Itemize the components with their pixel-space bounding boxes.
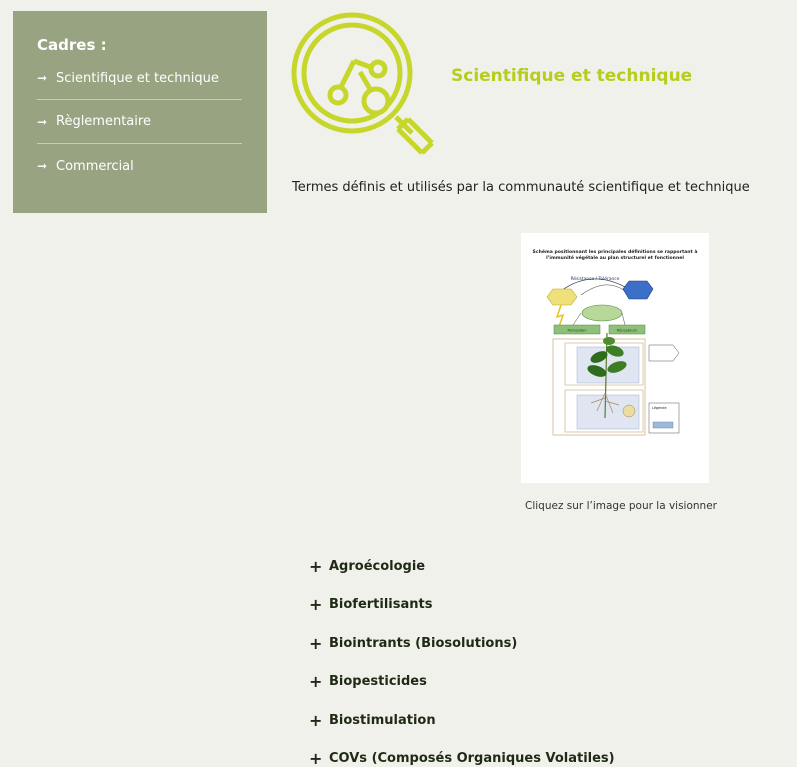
sidebar-panel: [13, 11, 267, 213]
accordion-item-agroecologie[interactable]: [309, 557, 769, 576]
diagram-recepteurs: Récepteurs: [616, 328, 638, 333]
sidebar-item-reglementaire[interactable]: [37, 100, 242, 144]
sidebar-item-commercial[interactable]: [37, 144, 242, 188]
diagram-resistance-label: Résistance / Tolérance: [570, 277, 620, 282]
accordion-label: Biopesticides: [329, 674, 427, 689]
sidebar-item-label: Scientifique et technique: [56, 71, 219, 86]
plus-icon: +: [309, 711, 323, 730]
sidebar-title: Cadres :: [37, 36, 107, 54]
page-title: Scientifique et technique: [451, 66, 693, 86]
sidebar-list: [37, 71, 242, 188]
sidebar-item-label: Règlementaire: [56, 114, 151, 129]
immunity-diagram-image: [521, 233, 709, 483]
plus-icon: +: [309, 557, 323, 576]
accordion-item-covs[interactable]: [309, 749, 769, 767]
magnifier-molecule-icon: [290, 9, 442, 161]
sidebar-item-label: Commercial: [56, 158, 134, 174]
diagram-perception: Perception: [567, 328, 587, 333]
diagram-legend: Légende: [652, 406, 667, 410]
figure-caption: Cliquez sur l’image pour la visionner: [525, 500, 717, 512]
plus-icon: +: [309, 595, 323, 614]
accordion-label: Biointrants (Biosolutions): [329, 636, 518, 651]
accordion-item-biointrants[interactable]: [309, 634, 769, 653]
intro-text: Termes définis et utilisés par la communauté scientifique et technique: [292, 180, 750, 195]
diagram-heading-2: l’immunité végétale au plan structurel et fonctionnel: [546, 256, 684, 261]
plus-icon: +: [309, 634, 323, 653]
accordion-item-biopesticides[interactable]: [309, 672, 769, 691]
sidebar-item-scientifique[interactable]: [37, 71, 242, 100]
plus-icon: +: [309, 672, 323, 691]
accordion-label: Biostimulation: [329, 713, 436, 728]
diagram-thumbnail[interactable]: [521, 233, 709, 483]
accordion-item-biostimulation[interactable]: [309, 711, 769, 730]
diagram-heading-1: Schéma positionnant les principales définitions se rapportant à: [532, 250, 698, 255]
accordion-label: COVs (Composés Organiques Volatiles): [329, 751, 615, 766]
arrow-right-icon: ➞: [37, 159, 48, 173]
accordion-label: Biofertilisants: [329, 597, 433, 612]
plus-icon: +: [309, 749, 323, 767]
accordion-item-biofertilisants[interactable]: [309, 595, 769, 614]
arrow-right-icon: ➞: [37, 71, 48, 85]
arrow-right-icon: ➞: [37, 114, 48, 129]
accordion-label: Agroécologie: [329, 559, 426, 574]
